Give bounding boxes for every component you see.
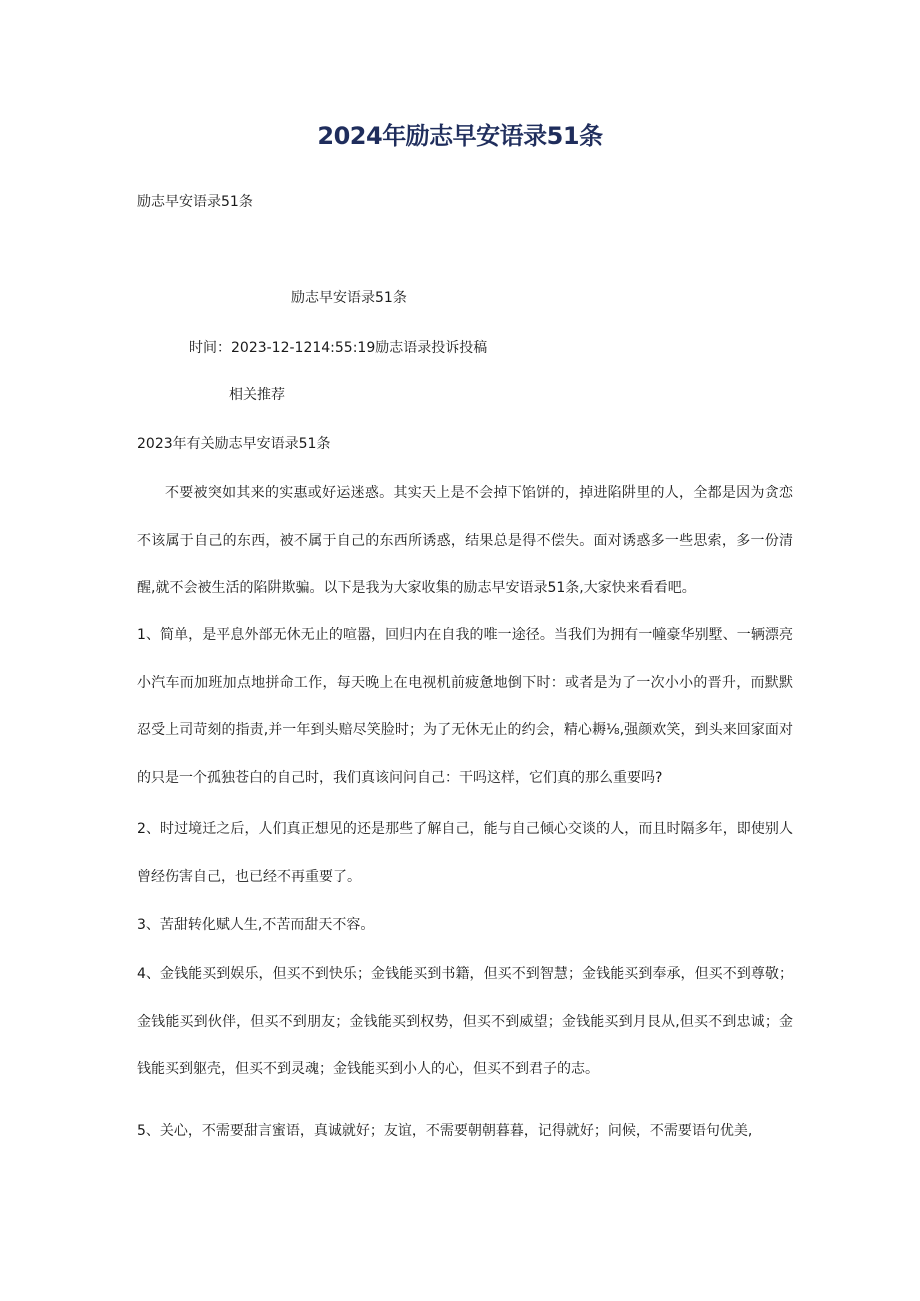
meta-line: 时间：2023-12-1214:55:19励志语录投诉投稿: [189, 340, 488, 356]
inner-title: 励志早安语录51条: [291, 290, 407, 306]
related-label: 相关推荐: [229, 387, 285, 403]
paragraph-item-3: 3、苦甜转化赋人生,不苦而甜天不容。: [137, 917, 375, 933]
document-subtitle: 励志早安语录51条: [137, 194, 253, 210]
paragraph-item-4: 4、金钱能买到娱乐，但买不到快乐；金钱能买到书籍，但买不到智慧；金钱能买到奉承，但买不到尊敬；金钱能买到伙伴，但买不到朋友；金钱能买到权势，但买不到威望；金钱能买到月艮从,但买不到忠诚；金钱能买到躯壳，但买不到灵魂；金钱能买到小人的心，但买不到君子的志。: [137, 966, 793, 1077]
paragraph-item-1: 1、简单，是平息外部无休无止的喧嚣，回归内在自我的唯一途径。当我们为拥有一幢豪华别墅、一辆漂亮小汽车而加班加点地拼命工作，每天晚上在电视机前疲惫地倒下时：或者是为了一次小小的晋升，而默默忍受上司苛刻的指责,并一年到头赔尽笑脸时；为了无休无止的约会，精心耨⅛,强颜欢笑，到头来回家面对的只是一个孤独苍白的自己时，我们真该问问自己：干吗这样，它们真的那么重要吗?: [137, 627, 793, 786]
document-title: 2024年励志早安语录51条: [317, 122, 603, 150]
section-heading: 2023年有关励志早安语录51条: [137, 436, 331, 452]
paragraph-intro: 不要被突如其来的实惠或好运迷惑。其实天上是不会掉下馅饼的，掉进陷阱里的人，全都是因为贪恋不该属于自己的东西，被不属于自己的东西所诱惑，结果总是得不偿失。面对诱惑多一些思索，多一份清醒,就不会被生活的陷阱欺骗。以下是我为大家收集的励志早安语录51条,大家快来看看吧。: [137, 485, 793, 596]
paragraph-item-5: 5、关心，不需要甜言蜜语，真诚就好；友谊，不需要朝朝暮暮，记得就好；问候，不需要语句优美,: [137, 1123, 753, 1139]
paragraph-item-2: 2、时过境迁之后，人们真正想见的还是那些了解自己，能与自己倾心交谈的人，而且时隔多年，即使别人曾经伤害自己，也已经不再重要了。: [137, 821, 793, 885]
